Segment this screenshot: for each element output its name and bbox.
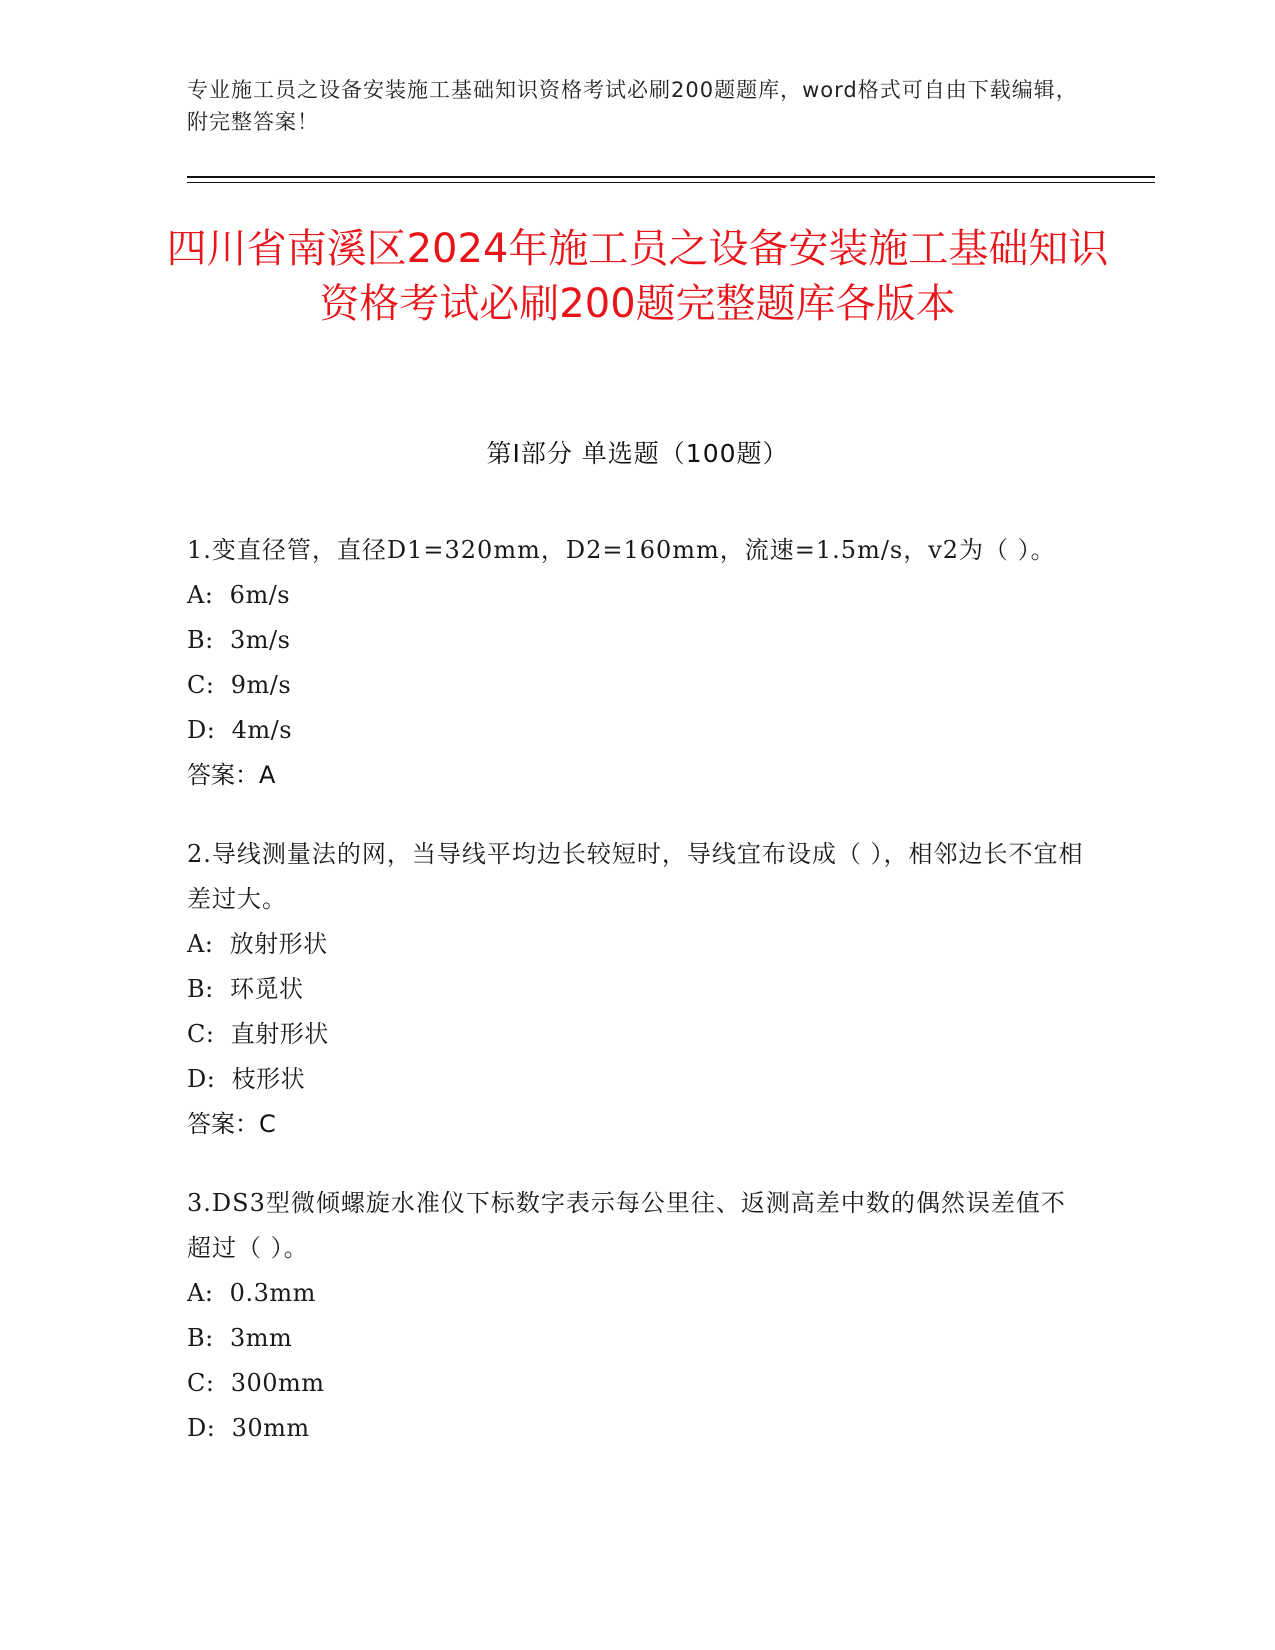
option-d: D: 30mm [187, 1414, 310, 1442]
option-a: A: 放射形状 [187, 930, 328, 958]
header-note: 专业施工员之设备安装施工基础知识资格考试必刷200题题库，word格式可自由下载编辑，附完整答案！ [187, 78, 1078, 134]
question-stem: 1.变直径管，直径D1=320mm，D2=160mm，流速=1.5m/s，v2为（ ）。 [187, 536, 1056, 564]
document-title: 四川省南溪区2024年施工员之设备安装施工基础知识资格考试必刷200题完整题库各版本 [166, 226, 1109, 327]
option-b: B: 3mm [187, 1324, 293, 1352]
question-list [187, 528, 1087, 1485]
question-stem: 3.DS3型微倾螺旋水准仪下标数字表示每公里往、返测高差中数的偶然误差值不超过（ ）。 [187, 1189, 1066, 1262]
question-stem: 2.导线测量法的网，当导线平均边长较短时，导线宜布设成（ ），相邻边长不宜相差过大。 [187, 840, 1084, 913]
option-d: D: 枝形状 [187, 1065, 306, 1093]
option-a: A: 6m/s [187, 581, 291, 609]
option-b: B: 环觅状 [187, 975, 304, 1003]
header-divider-thick [187, 176, 1155, 178]
section-title: 第Ⅰ部分 单选题（100题） [486, 439, 789, 468]
option-c: C: 9m/s [187, 671, 292, 699]
answer-line: 答案：A [187, 761, 276, 789]
answer-line: 答案：C [187, 1110, 276, 1138]
option-d: D: 4m/s [187, 716, 293, 744]
option-c: C: 300mm [187, 1369, 325, 1397]
option-b: B: 3m/s [187, 626, 291, 654]
header-divider-thin [187, 182, 1155, 183]
question-3 [187, 1181, 1087, 1451]
option-c: C: 直射形状 [187, 1020, 329, 1048]
question-2 [187, 832, 1087, 1147]
option-a: A: 0.3mm [187, 1279, 316, 1307]
question-1 [187, 528, 1087, 798]
